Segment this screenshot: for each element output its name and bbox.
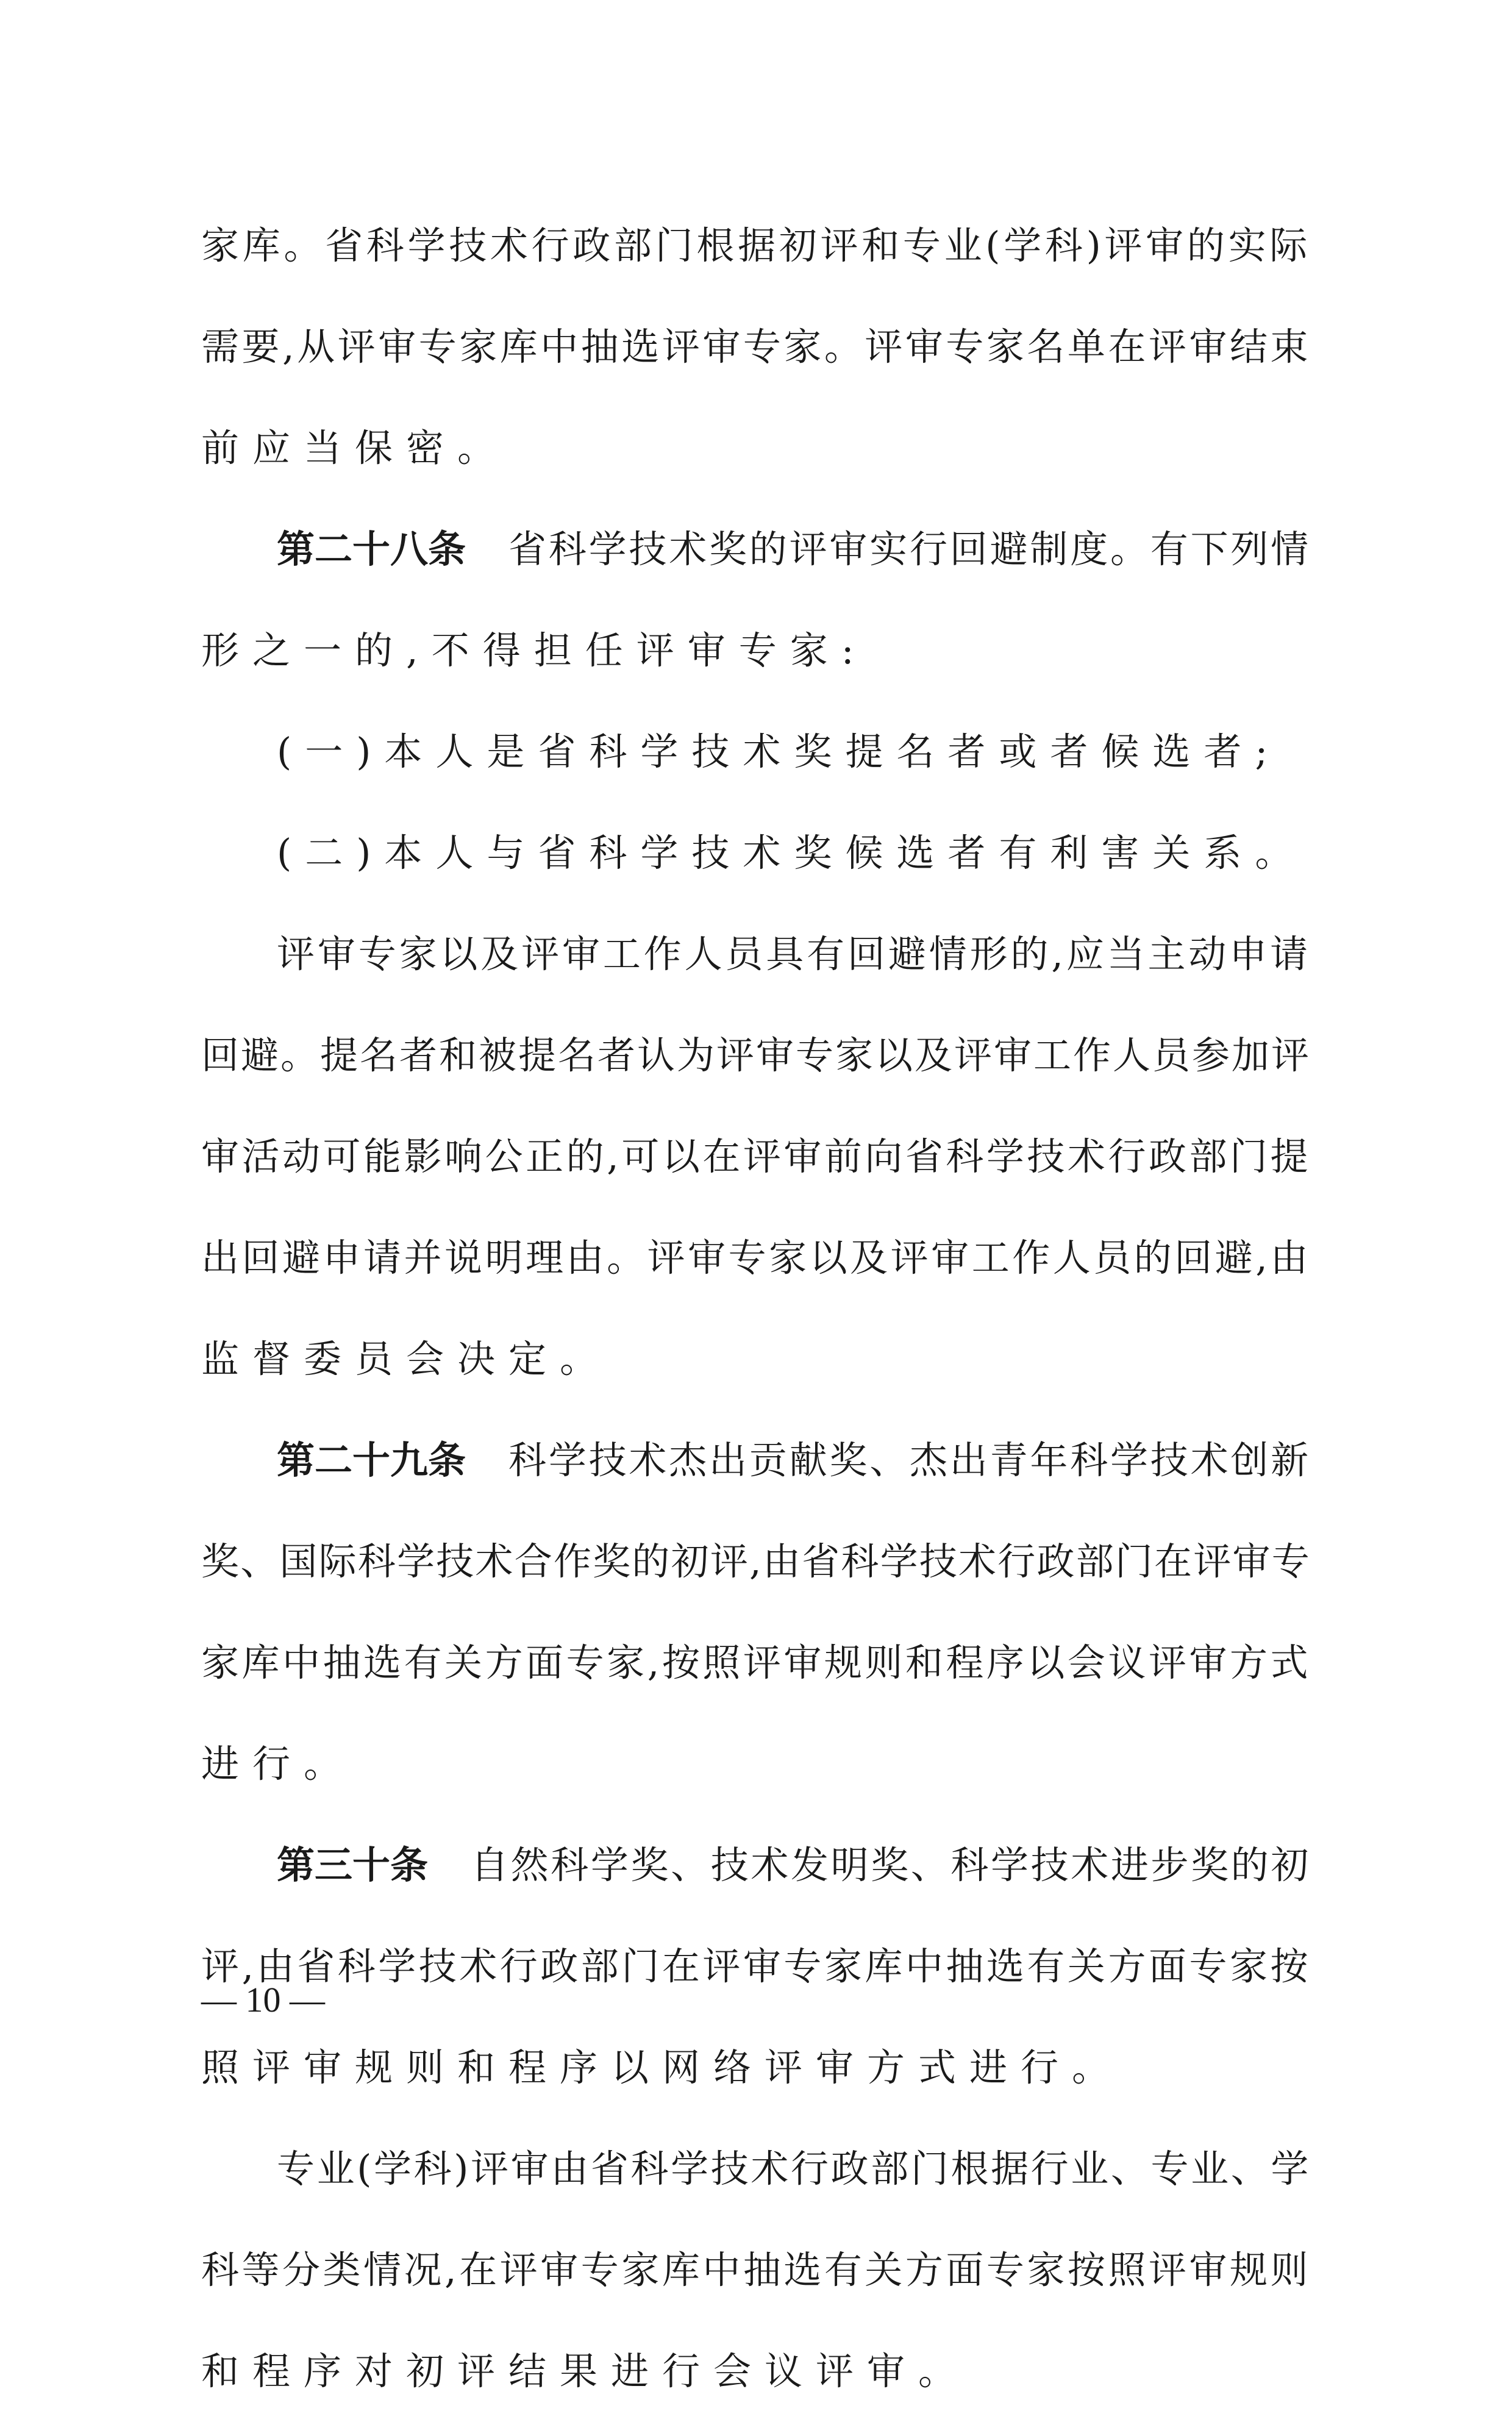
text-line bbox=[201, 1005, 1311, 1106]
list-item bbox=[201, 701, 1311, 802]
text-line bbox=[201, 2118, 1311, 2220]
article-28-heading-line bbox=[201, 499, 1311, 600]
line-text: 监督委员会决定。 bbox=[201, 1337, 612, 1381]
text-line bbox=[201, 195, 1311, 296]
line-text: 专业(学科)评审由省科学技术行政部门根据行业、专业、学 bbox=[277, 2146, 1311, 2191]
text-line bbox=[201, 1309, 1311, 1410]
article-29-heading-line bbox=[201, 1410, 1311, 1511]
line-text: 回避。提名者和被提名者认为评审专家以及评审工作人员参加评 bbox=[201, 1033, 1311, 1077]
text-line bbox=[201, 1916, 1311, 2017]
line-text: 进行。 bbox=[201, 1741, 355, 1786]
text-line bbox=[201, 1207, 1311, 1309]
article-30-heading-line bbox=[201, 1815, 1311, 1916]
line-text: 科等分类情况,在评审专家库中抽选有关方面专家按照评审规则 bbox=[201, 2248, 1311, 2292]
text-line bbox=[201, 1511, 1311, 1612]
text-line bbox=[201, 2321, 1311, 2422]
text-line bbox=[201, 296, 1311, 398]
line-text: 家库。省科学技术行政部门根据初评和专业(学科)评审的实际 bbox=[201, 223, 1311, 268]
line-text: 评审专家以及评审工作人员具有回避情形的,应当主动申请 bbox=[277, 932, 1311, 976]
line-text: 家库中抽选有关方面专家,按照评审规则和程序以会议评审方式 bbox=[201, 1640, 1311, 1685]
line-text: 自然科学奖、技术发明奖、科学技术进步奖的初 bbox=[471, 1843, 1311, 1887]
text-line bbox=[201, 1713, 1311, 1815]
text-line bbox=[201, 1612, 1311, 1713]
list-item bbox=[201, 802, 1311, 904]
line-text: (二)本人与省科学技术奖候选者有利害关系。 bbox=[277, 831, 1307, 875]
page-number: — 10 — bbox=[201, 1980, 325, 2020]
article-number: 第二十九条 bbox=[277, 1438, 466, 1482]
line-text: 需要,从评审专家库中抽选评审专家。评审专家名单在评审结束 bbox=[201, 324, 1311, 369]
line-text: 出回避申请并说明理由。评审专家以及评审工作人员的回避,由 bbox=[201, 1235, 1311, 1280]
text-line bbox=[201, 2017, 1311, 2118]
text-line bbox=[201, 600, 1311, 701]
line-text: 奖、国际科学技术合作奖的初评,由省科学技术行政部门在评审专 bbox=[201, 1539, 1311, 1584]
line-text: 评,由省科学技术行政部门在评审专家库中抽选有关方面专家按 bbox=[201, 1944, 1311, 1988]
text-line bbox=[201, 904, 1311, 1005]
line-text: 和程序对初评结果进行会议评审。 bbox=[201, 2349, 970, 2393]
line-text: 前应当保密。 bbox=[201, 426, 509, 470]
line-text: 省科学技术奖的评审实行回避制度。有下列情 bbox=[508, 527, 1311, 571]
body-text bbox=[201, 195, 1311, 2422]
article-number: 第二十八条 bbox=[277, 527, 466, 571]
line-text: 科学技术杰出贡献奖、杰出青年科学技术创新 bbox=[508, 1438, 1311, 1482]
text-line bbox=[201, 1106, 1311, 1207]
article-number: 第三十条 bbox=[277, 1843, 429, 1887]
line-text: (一)本人是省科学技术奖提名者或者候选者; bbox=[277, 729, 1282, 774]
text-line bbox=[201, 398, 1311, 499]
line-text: 审活动可能影响公正的,可以在评审前向省科学技术行政部门提 bbox=[201, 1134, 1311, 1179]
text-line bbox=[201, 2220, 1311, 2321]
line-text: 照评审规则和程序以网络评审方式进行。 bbox=[201, 2045, 1124, 2090]
line-text: 形之一的,不得担任评审专家: bbox=[201, 628, 868, 673]
